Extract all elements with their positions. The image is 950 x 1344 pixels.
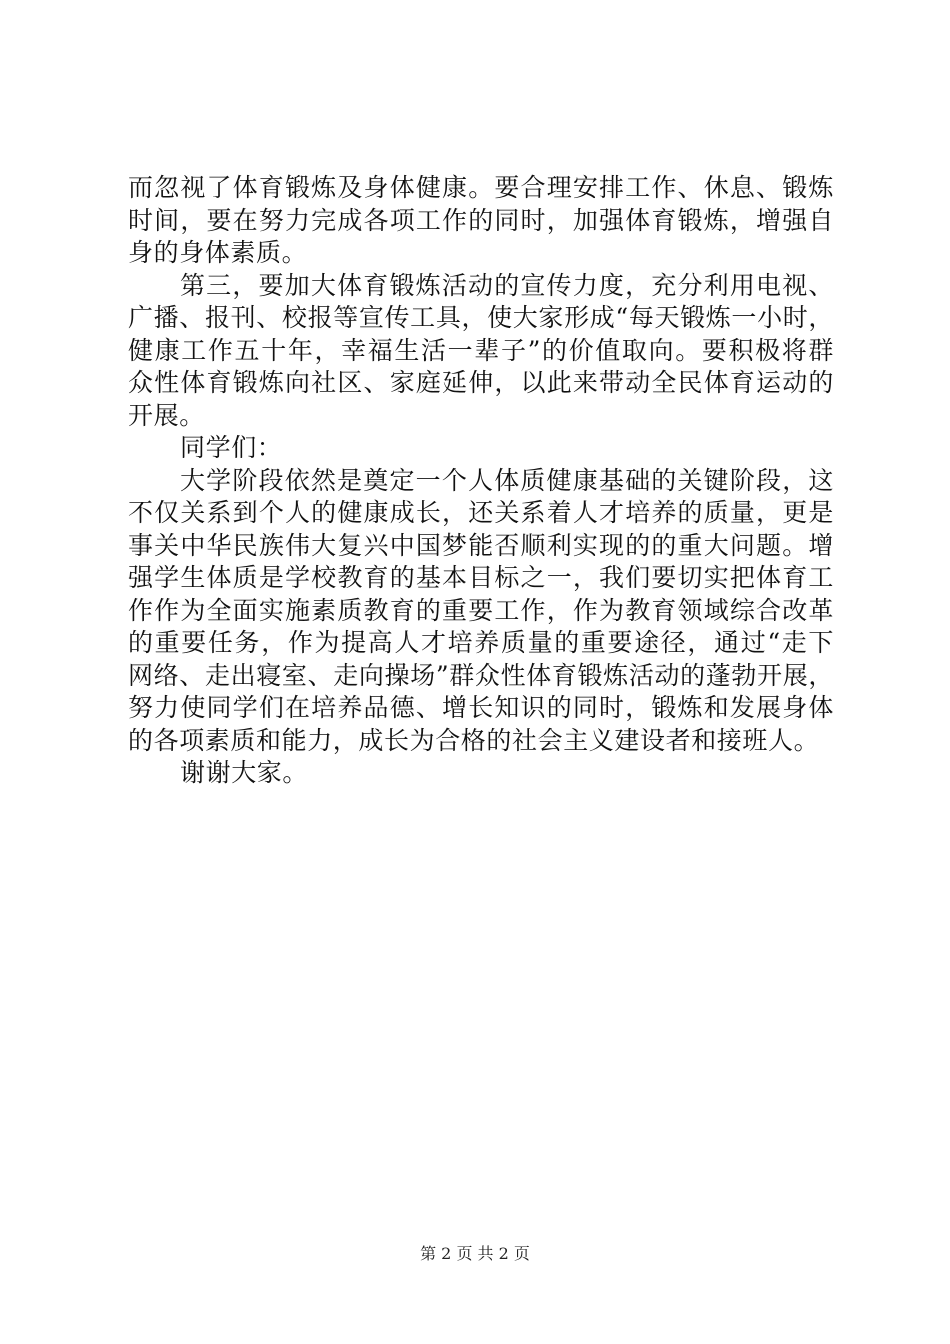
- text-line-8: 开展。: [128, 400, 205, 430]
- text-line-11: 不仅关系到个人的健康成长，还关系着人才培养的质量，更是: [128, 498, 834, 527]
- page-footer: [0, 1244, 950, 1264]
- text-line-1: 而忽视了体育锻炼及身体健康。要合理安排工作、休息、锻炼: [128, 173, 834, 202]
- text-line-17: 努力使同学们在培养品德、增长知识的同时，锻炼和发展身体: [128, 693, 834, 722]
- text-line-16: 网络、走出寝室、走向操场”群众性体育锻炼活动的蓬勃开展，: [128, 660, 834, 690]
- text-line-10: 大学阶段依然是奠定一个人体质健康基础的关键阶段，这: [180, 465, 834, 495]
- text-line-12: 事关中华民族伟大复兴中国梦能否顺利实现的的重大问题。增: [128, 530, 834, 560]
- text-line-3: 身的身体素质。: [128, 238, 308, 267]
- text-line-5: 广播、报刊、校报等宣传工具，使大家形成“每天锻炼一小时，: [128, 303, 834, 332]
- text-line-4: 第三，要加大体育锻炼活动的宣传力度，充分利用电视、: [180, 270, 834, 300]
- text-line-18: 的各项素质和能力，成长为合格的社会主义建设者和接班人。: [128, 725, 820, 755]
- page-number-label: 第 2 页 共 2 页: [420, 1244, 530, 1263]
- text-line-7: 众性体育锻炼向社区、家庭延伸，以此来带动全民体育运动的: [128, 368, 834, 397]
- text-line-15: 的重要任务，作为提高人才培养质量的重要途径，通过“走下: [128, 628, 834, 657]
- text-line-6: 健康工作五十年，幸福生活一辈子”的价值取向。要积极将群: [128, 335, 834, 365]
- body-text: [128, 172, 834, 790]
- text-line-9: 同学们：: [180, 433, 283, 462]
- text-line-14: 作作为全面实施素质教育的重要工作，作为教育领域综合改革: [128, 595, 834, 625]
- text-line-13: 强学生体质是学校教育的基本目标之一，我们要切实把体育工: [128, 563, 834, 592]
- text-line-19: 谢谢大家。: [180, 758, 309, 787]
- text-line-2: 时间，要在努力完成各项工作的同时，加强体育锻炼，增强自: [128, 205, 834, 235]
